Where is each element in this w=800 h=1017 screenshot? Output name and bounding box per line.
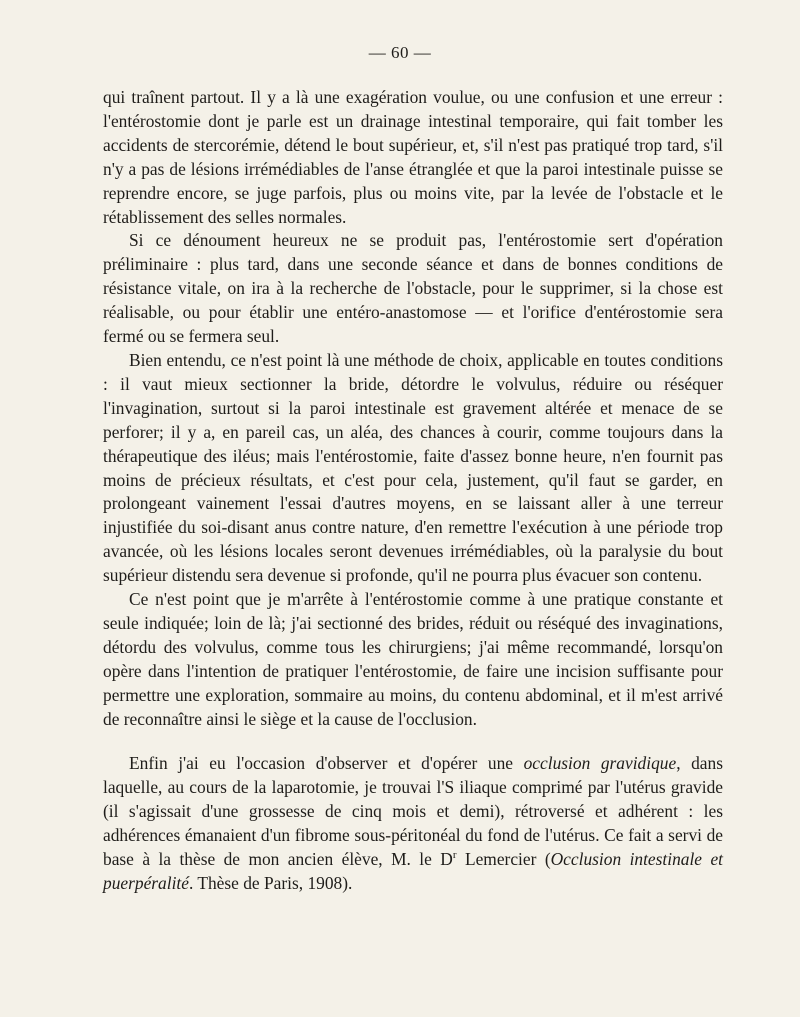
page-number: — 60 — bbox=[368, 43, 432, 62]
paragraph: Ce n'est point que je m'arrête à l'entérostomie comme à une pratique constante et seule indiquée; loin de là; j'ai sectionné des brides, réduit ou réséqué des invaginations, détordu des volvulus, comme tous les chirurgiens; j'ai même recommandé, lorsqu'on opère dans l'intention de pratiquer l'entérostomie, de faire une incision suffisante pour permettre une exploration, sommaire au moins, du contenu abdominal, et il m'est arrivé de reconnaître ainsi le siège et la cause de l'occlusion. bbox=[103, 589, 723, 729]
italic-title: Occlusion intestinale et puerpéralité bbox=[103, 849, 723, 893]
text-run: Enfin j'ai eu l'occasion d'observer et d'opérer une bbox=[129, 753, 524, 774]
paragraph: Bien entendu, ce n'est point là une méthode de choix, applicable en toutes conditions : il vaut mieux sectionner la bride, détordre le volvulus, réduire ou réséquer l'invagination, surtout si la paroi intestinale est gravement altérée et menace de se perforer; il y a, en pareil cas, un aléa, des chances à courir, comme toujours dans la thérapeutique des iléus; mais l'entérostomie, faite d'assez bonne heure, n'en fournit pas moins de précieux résultats, et c'est pour cela, justement, qu'il faut se garder, en prolongeant vainement l'essai d'autres moyens, en se laissant aller à une terreur injustifiée du soi-disant anus contre nature, d'en remettre l'exécution à une période trop avancée, où les lésions locales seront devenues irrémédiables, où la paralysie du bout supérieur distendu sera devenue si profonde, qu'il ne pourra plus évacuer son contenu. bbox=[103, 349, 723, 586]
superscript: r bbox=[452, 849, 457, 862]
paragraph: Si ce dénoument heureux ne se produit pas, l'entérostomie sert d'opération préliminaire : plus tard, dans une seconde séance et dans de bonnes conditions de résistance vitale, on ira à la recherche de l'obstacle, pour le supprimer, si la chose est réalisable, ou pour établir une entéro-anastomose — et l'orifice d'entérostomie sera fermé ou se fermera seul. bbox=[103, 230, 723, 347]
body-text bbox=[103, 86, 723, 896]
paragraph: qui traînent partout. Il y a là une exagération voulue, ou une confusion et une erreur : l'entérostomie dont je parle est un drainage intestinal temporaire, qui fait tomber les accidents de stercorémie, détend le bout supérieur, et, s'il n'est pas pratiqué trop tard, s'il n'y a pas de lésions irrémédiables de l'anse étranglée et que la paroi intestinale puisse se reprendre encore, se juge parfois, plus ou moins vite, par la levée de l'obstacle et le rétablissement des selles normales. bbox=[103, 87, 723, 227]
text-run: Lemercier ( bbox=[456, 849, 551, 870]
italic-term: occlusion gravidique bbox=[523, 753, 677, 774]
paragraph-last bbox=[103, 752, 723, 895]
text-run: , dans laquelle, au cours de la laparotomie, je trouvai l'S iliaque comprimé par l'utérus gravide (il s'agissait d'une grossesse de cinq mois et demi), rétroversé et adhérent : les adhérences émanaient d'un fibrome sous-péritonéal du fond de l'utérus. Ce fait a servi de base à la thèse de mon ancien élève, M. le D bbox=[103, 753, 723, 870]
text-run: . Thèse de Paris, 1908). bbox=[188, 873, 353, 893]
